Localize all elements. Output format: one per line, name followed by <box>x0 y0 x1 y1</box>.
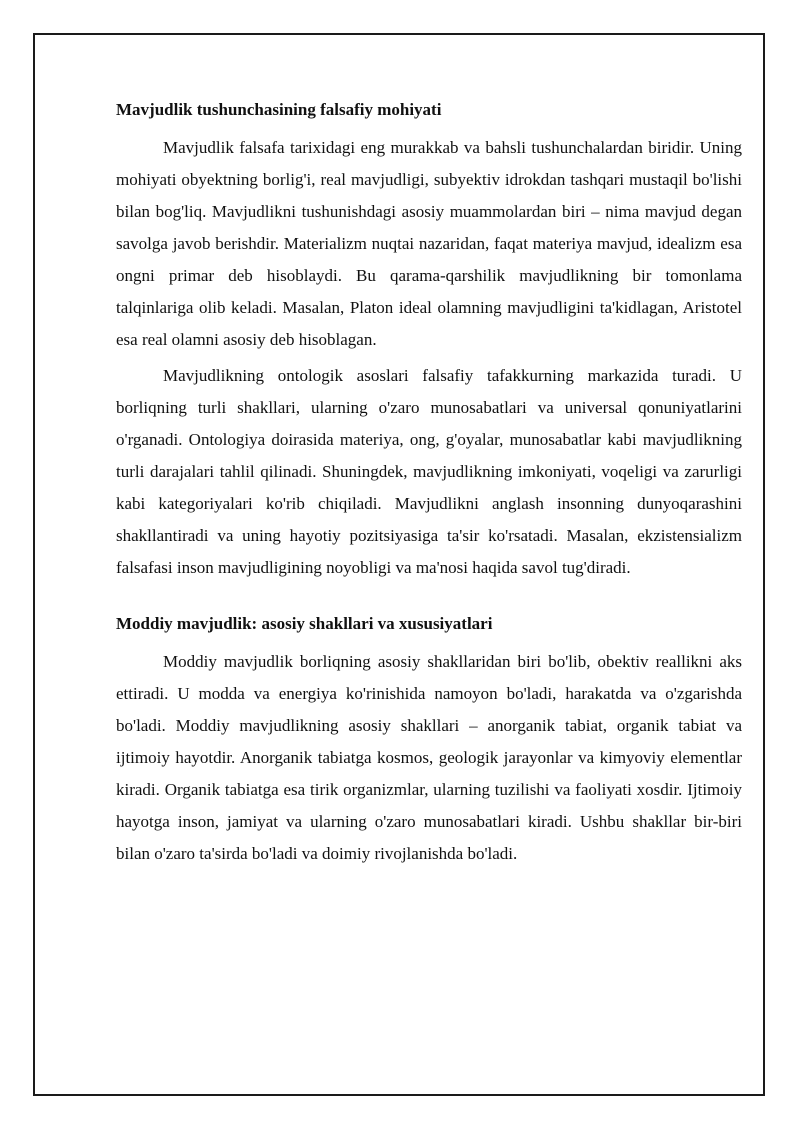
section-material-existence <box>116 610 742 870</box>
section-heading: Mavjudlik tushunchasining falsafiy mohiyati <box>116 100 442 119</box>
paragraph: Mavjudlik falsafa tarixidagi eng murakkab va bahsli tushunchalardan biridir. Uning mohiyati obyektning borlig'i, real mavjudligi, subyektiv idrokdan tashqari mustaqil bo'lishi bilan bog'liq. Mavjudlikni tushunishdagi asosiy muammolardan biri – nima mavjud degan savolga javob berishdir. Materializm nuqtai nazaridan, faqat materiya mavjud, idealizm esa ongni primar deb hisoblaydi. Bu qarama-qarshilik mavjudlikning bir tomonlama talqinlariga olib keladi. Masalan, Platon ideal olamning mavjudligini ta'kidlagan, Aristotel esa real olamni asosiy deb hisoblagan. <box>116 138 742 349</box>
paragraph: Mavjudlikning ontologik asoslari falsafiy tafakkurning markazida turadi. U borliqning turli shakllari, ularning o'zaro munosabatlari va universal qonuniyatlarini o'rganadi. Ontologiya doirasida materiya, ong, g'oyalar, munosabatlar kabi mavjudlikning turli darajalari tahlil qilinadi. Shuningdek, mavjudlikning imkoniyati, voqeligi va zarurligi kabi kategoriyalari ko'rib chiqiladi. Mavjudlikni anglash insonning dunyoqarashini shakllantiradi va uning hayotiy pozitsiyasiga ta'sir ko'rsatadi. Masalan, ekzistensializm falsafasi inson mavjudligining noyobligi va ma'nosi haqida savol tug'diradi. <box>116 366 742 577</box>
section-heading: Moddiy mavjudlik: asosiy shakllari va xususiyatlari <box>116 614 493 633</box>
document-body <box>116 96 742 874</box>
section-existence-essence <box>116 96 742 584</box>
paragraph: Moddiy mavjudlik borliqning asosiy shakllaridan biri bo'lib, obektiv reallikni aks ettiradi. U modda va energiya ko'rinishida namoyon bo'ladi, harakatda va o'zgarishda bo'ladi. Moddiy mavjudlikning asosiy shakllari – anorganik tabiat, organik tabiat va ijtimoiy hayotdir. Anorganik tabiatga kosmos, geologik jarayonlar va kimyoviy elementlar kiradi. Organik tabiatga esa tirik organizmlar, ularning tuzilishi va faoliyati xosdir. Ijtimoiy hayotga inson, jamiyat va ularning o'zaro munosabatlari kiradi. Ushbu shakllar bir-biri bilan o'zaro ta'sirda bo'ladi va doimiy rivojlanishda bo'ladi. <box>116 652 742 863</box>
